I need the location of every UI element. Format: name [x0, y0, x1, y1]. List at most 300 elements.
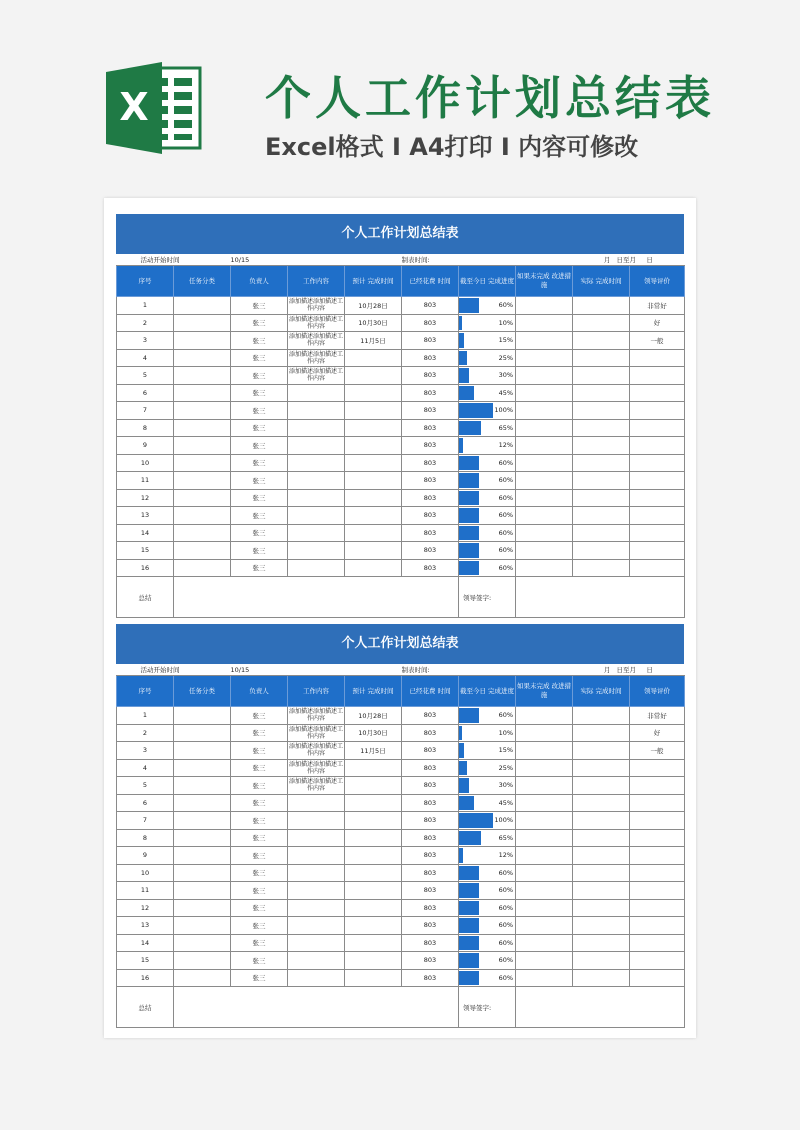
actual-date-cell[interactable]: [573, 419, 630, 437]
row-number[interactable]: 7: [117, 402, 174, 420]
content-cell[interactable]: [288, 384, 345, 402]
due-date-cell[interactable]: [345, 899, 402, 917]
evaluation-cell[interactable]: [630, 969, 685, 987]
progress-cell[interactable]: [459, 489, 516, 507]
owner-cell[interactable]: 张三: [231, 472, 288, 490]
task-category-cell[interactable]: [174, 332, 231, 350]
row-number[interactable]: 2: [117, 724, 174, 742]
task-category-cell[interactable]: [174, 969, 231, 987]
actual-date-cell[interactable]: [573, 367, 630, 385]
actual-date-cell[interactable]: [573, 472, 630, 490]
evaluation-cell[interactable]: [630, 882, 685, 900]
owner-cell[interactable]: 张三: [231, 969, 288, 987]
improvement-cell[interactable]: [516, 759, 573, 777]
row-number[interactable]: 2: [117, 314, 174, 332]
row-number[interactable]: 8: [117, 419, 174, 437]
actual-date-cell[interactable]: [573, 314, 630, 332]
evaluation-cell[interactable]: [630, 794, 685, 812]
task-category-cell[interactable]: [174, 297, 231, 315]
improvement-cell[interactable]: [516, 882, 573, 900]
task-category-cell[interactable]: [174, 847, 231, 865]
evaluation-cell[interactable]: [630, 507, 685, 525]
content-cell[interactable]: [288, 507, 345, 525]
due-date-cell[interactable]: 11月5日: [345, 742, 402, 760]
task-category-cell[interactable]: [174, 934, 231, 952]
content-cell[interactable]: [288, 969, 345, 987]
progress-cell[interactable]: [459, 969, 516, 987]
row-number[interactable]: 13: [117, 507, 174, 525]
row-number[interactable]: 11: [117, 472, 174, 490]
task-category-cell[interactable]: [174, 367, 231, 385]
spent-cell[interactable]: 803: [402, 707, 459, 725]
due-date-cell[interactable]: [345, 934, 402, 952]
due-date-cell[interactable]: [345, 969, 402, 987]
task-category-cell[interactable]: [174, 707, 231, 725]
actual-date-cell[interactable]: [573, 724, 630, 742]
due-date-cell[interactable]: [345, 524, 402, 542]
improvement-cell[interactable]: [516, 489, 573, 507]
task-category-cell[interactable]: [174, 384, 231, 402]
improvement-cell[interactable]: [516, 332, 573, 350]
progress-cell[interactable]: [459, 724, 516, 742]
task-category-cell[interactable]: [174, 864, 231, 882]
due-date-cell[interactable]: [345, 402, 402, 420]
improvement-cell[interactable]: [516, 542, 573, 560]
content-cell[interactable]: 添加描述添加描述工作内容: [288, 743, 343, 758]
due-date-cell[interactable]: [345, 419, 402, 437]
spent-cell[interactable]: 803: [402, 724, 459, 742]
progress-cell[interactable]: [459, 829, 516, 847]
row-number[interactable]: 3: [117, 742, 174, 760]
owner-cell[interactable]: 张三: [231, 707, 288, 725]
evaluation-cell[interactable]: [630, 847, 685, 865]
actual-date-cell[interactable]: [573, 384, 630, 402]
improvement-cell[interactable]: [516, 742, 573, 760]
improvement-cell[interactable]: [516, 472, 573, 490]
content-cell[interactable]: 添加描述添加描述工作内容: [288, 298, 343, 313]
row-number[interactable]: 6: [117, 794, 174, 812]
evaluation-cell[interactable]: 非常好: [630, 707, 685, 725]
due-date-cell[interactable]: [345, 454, 402, 472]
actual-date-cell[interactable]: [573, 454, 630, 472]
owner-cell[interactable]: 张三: [231, 419, 288, 437]
spent-cell[interactable]: 803: [402, 419, 459, 437]
actual-date-cell[interactable]: [573, 742, 630, 760]
spent-cell[interactable]: 803: [402, 847, 459, 865]
due-date-cell[interactable]: [345, 952, 402, 970]
spent-cell[interactable]: 803: [402, 969, 459, 987]
owner-cell[interactable]: 张三: [231, 882, 288, 900]
task-category-cell[interactable]: [174, 829, 231, 847]
improvement-cell[interactable]: [516, 829, 573, 847]
due-date-cell[interactable]: [345, 489, 402, 507]
due-date-cell[interactable]: [345, 829, 402, 847]
content-cell[interactable]: [288, 829, 345, 847]
content-cell[interactable]: 添加描述添加描述工作内容: [288, 778, 343, 793]
progress-cell[interactable]: [459, 297, 516, 315]
improvement-cell[interactable]: [516, 297, 573, 315]
evaluation-cell[interactable]: [630, 812, 685, 830]
owner-cell[interactable]: 张三: [231, 384, 288, 402]
task-category-cell[interactable]: [174, 777, 231, 795]
progress-cell[interactable]: [459, 707, 516, 725]
owner-cell[interactable]: 张三: [231, 899, 288, 917]
spent-cell[interactable]: 803: [402, 899, 459, 917]
task-category-cell[interactable]: [174, 524, 231, 542]
row-number[interactable]: 1: [117, 297, 174, 315]
actual-date-cell[interactable]: [573, 777, 630, 795]
owner-cell[interactable]: 张三: [231, 297, 288, 315]
owner-cell[interactable]: 张三: [231, 402, 288, 420]
improvement-cell[interactable]: [516, 559, 573, 577]
task-category-cell[interactable]: [174, 724, 231, 742]
due-date-cell[interactable]: [345, 437, 402, 455]
spent-cell[interactable]: 803: [402, 934, 459, 952]
owner-cell[interactable]: 张三: [231, 742, 288, 760]
progress-cell[interactable]: [459, 917, 516, 935]
spent-cell[interactable]: 803: [402, 759, 459, 777]
task-category-cell[interactable]: [174, 952, 231, 970]
progress-cell[interactable]: [459, 332, 516, 350]
improvement-cell[interactable]: [516, 524, 573, 542]
progress-cell[interactable]: [459, 899, 516, 917]
owner-cell[interactable]: 张三: [231, 812, 288, 830]
improvement-cell[interactable]: [516, 847, 573, 865]
owner-cell[interactable]: 张三: [231, 777, 288, 795]
row-number[interactable]: 6: [117, 384, 174, 402]
evaluation-cell[interactable]: 一般: [630, 742, 685, 760]
owner-cell[interactable]: 张三: [231, 314, 288, 332]
spent-cell[interactable]: 803: [402, 332, 459, 350]
spent-cell[interactable]: 803: [402, 384, 459, 402]
spent-cell[interactable]: 803: [402, 349, 459, 367]
row-number[interactable]: 16: [117, 559, 174, 577]
owner-cell[interactable]: 张三: [231, 507, 288, 525]
evaluation-cell[interactable]: [630, 367, 685, 385]
content-cell[interactable]: [288, 402, 345, 420]
row-number[interactable]: 5: [117, 367, 174, 385]
spent-cell[interactable]: 803: [402, 794, 459, 812]
evaluation-cell[interactable]: [630, 559, 685, 577]
due-date-cell[interactable]: 10月28日: [345, 707, 402, 725]
summary-cell[interactable]: [174, 987, 459, 1028]
owner-cell[interactable]: 张三: [231, 489, 288, 507]
progress-cell[interactable]: [459, 934, 516, 952]
progress-cell[interactable]: [459, 847, 516, 865]
content-cell[interactable]: [288, 952, 345, 970]
content-cell[interactable]: [288, 794, 345, 812]
owner-cell[interactable]: 张三: [231, 332, 288, 350]
progress-cell[interactable]: [459, 349, 516, 367]
content-cell[interactable]: 添加描述添加描述工作内容: [288, 368, 343, 383]
spent-cell[interactable]: 803: [402, 402, 459, 420]
due-date-cell[interactable]: [345, 507, 402, 525]
improvement-cell[interactable]: [516, 952, 573, 970]
content-cell[interactable]: [288, 847, 345, 865]
spent-cell[interactable]: 803: [402, 367, 459, 385]
row-number[interactable]: 4: [117, 759, 174, 777]
due-date-cell[interactable]: [345, 542, 402, 560]
content-cell[interactable]: [288, 559, 345, 577]
improvement-cell[interactable]: [516, 437, 573, 455]
actual-date-cell[interactable]: [573, 812, 630, 830]
owner-cell[interactable]: 张三: [231, 794, 288, 812]
owner-cell[interactable]: 张三: [231, 917, 288, 935]
spent-cell[interactable]: 803: [402, 507, 459, 525]
progress-cell[interactable]: [459, 742, 516, 760]
improvement-cell[interactable]: [516, 969, 573, 987]
task-category-cell[interactable]: [174, 794, 231, 812]
improvement-cell[interactable]: [516, 777, 573, 795]
actual-date-cell[interactable]: [573, 437, 630, 455]
task-category-cell[interactable]: [174, 437, 231, 455]
actual-date-cell[interactable]: [573, 349, 630, 367]
row-number[interactable]: 15: [117, 952, 174, 970]
content-cell[interactable]: 添加描述添加描述工作内容: [288, 725, 343, 740]
start-value[interactable]: 10/15: [231, 664, 288, 676]
evaluation-cell[interactable]: [630, 349, 685, 367]
actual-date-cell[interactable]: [573, 507, 630, 525]
improvement-cell[interactable]: [516, 934, 573, 952]
evaluation-cell[interactable]: 非常好: [630, 297, 685, 315]
due-date-cell[interactable]: [345, 864, 402, 882]
task-category-cell[interactable]: [174, 454, 231, 472]
due-date-cell[interactable]: [345, 794, 402, 812]
spent-cell[interactable]: 803: [402, 812, 459, 830]
content-cell[interactable]: [288, 419, 345, 437]
progress-cell[interactable]: [459, 952, 516, 970]
content-cell[interactable]: [288, 864, 345, 882]
row-number[interactable]: 9: [117, 847, 174, 865]
content-cell[interactable]: 添加描述添加描述工作内容: [288, 760, 343, 775]
spent-cell[interactable]: 803: [402, 742, 459, 760]
actual-date-cell[interactable]: [573, 969, 630, 987]
content-cell[interactable]: [288, 917, 345, 935]
row-number[interactable]: 4: [117, 349, 174, 367]
owner-cell[interactable]: 张三: [231, 829, 288, 847]
progress-cell[interactable]: [459, 759, 516, 777]
content-cell[interactable]: [288, 812, 345, 830]
task-category-cell[interactable]: [174, 559, 231, 577]
spent-cell[interactable]: 803: [402, 917, 459, 935]
spent-cell[interactable]: 803: [402, 489, 459, 507]
progress-cell[interactable]: [459, 419, 516, 437]
improvement-cell[interactable]: [516, 367, 573, 385]
content-cell[interactable]: [288, 437, 345, 455]
due-date-cell[interactable]: [345, 847, 402, 865]
content-cell[interactable]: 添加描述添加描述工作内容: [288, 333, 343, 348]
due-date-cell[interactable]: 10月30日: [345, 314, 402, 332]
progress-cell[interactable]: [459, 454, 516, 472]
owner-cell[interactable]: 张三: [231, 367, 288, 385]
evaluation-cell[interactable]: [630, 419, 685, 437]
improvement-cell[interactable]: [516, 402, 573, 420]
progress-cell[interactable]: [459, 437, 516, 455]
task-category-cell[interactable]: [174, 349, 231, 367]
row-number[interactable]: 10: [117, 454, 174, 472]
improvement-cell[interactable]: [516, 419, 573, 437]
actual-date-cell[interactable]: [573, 952, 630, 970]
evaluation-cell[interactable]: [630, 864, 685, 882]
actual-date-cell[interactable]: [573, 917, 630, 935]
task-category-cell[interactable]: [174, 882, 231, 900]
sign-cell[interactable]: [516, 987, 685, 1028]
progress-cell[interactable]: [459, 864, 516, 882]
content-cell[interactable]: 添加描述添加描述工作内容: [288, 350, 343, 365]
due-date-cell[interactable]: [345, 759, 402, 777]
row-number[interactable]: 14: [117, 934, 174, 952]
owner-cell[interactable]: 张三: [231, 864, 288, 882]
owner-cell[interactable]: 张三: [231, 952, 288, 970]
improvement-cell[interactable]: [516, 724, 573, 742]
actual-date-cell[interactable]: [573, 559, 630, 577]
task-category-cell[interactable]: [174, 759, 231, 777]
due-date-cell[interactable]: 10月28日: [345, 297, 402, 315]
row-number[interactable]: 3: [117, 332, 174, 350]
progress-cell[interactable]: [459, 559, 516, 577]
actual-date-cell[interactable]: [573, 759, 630, 777]
evaluation-cell[interactable]: [630, 524, 685, 542]
owner-cell[interactable]: 张三: [231, 454, 288, 472]
summary-cell[interactable]: [174, 577, 459, 618]
evaluation-cell[interactable]: [630, 437, 685, 455]
evaluation-cell[interactable]: [630, 829, 685, 847]
actual-date-cell[interactable]: [573, 899, 630, 917]
actual-date-cell[interactable]: [573, 489, 630, 507]
improvement-cell[interactable]: [516, 507, 573, 525]
actual-date-cell[interactable]: [573, 882, 630, 900]
progress-cell[interactable]: [459, 524, 516, 542]
improvement-cell[interactable]: [516, 454, 573, 472]
evaluation-cell[interactable]: 好: [630, 724, 685, 742]
evaluation-cell[interactable]: [630, 917, 685, 935]
spent-cell[interactable]: 803: [402, 297, 459, 315]
actual-date-cell[interactable]: [573, 297, 630, 315]
improvement-cell[interactable]: [516, 384, 573, 402]
actual-date-cell[interactable]: [573, 794, 630, 812]
evaluation-cell[interactable]: [630, 759, 685, 777]
actual-date-cell[interactable]: [573, 524, 630, 542]
due-date-cell[interactable]: [345, 367, 402, 385]
task-category-cell[interactable]: [174, 314, 231, 332]
due-date-cell[interactable]: 10月30日: [345, 724, 402, 742]
actual-date-cell[interactable]: [573, 707, 630, 725]
progress-cell[interactable]: [459, 882, 516, 900]
row-number[interactable]: 9: [117, 437, 174, 455]
evaluation-cell[interactable]: [630, 489, 685, 507]
row-number[interactable]: 5: [117, 777, 174, 795]
task-category-cell[interactable]: [174, 419, 231, 437]
row-number[interactable]: 12: [117, 899, 174, 917]
evaluation-cell[interactable]: [630, 934, 685, 952]
progress-cell[interactable]: [459, 367, 516, 385]
task-category-cell[interactable]: [174, 542, 231, 560]
evaluation-cell[interactable]: [630, 777, 685, 795]
progress-cell[interactable]: [459, 777, 516, 795]
content-cell[interactable]: [288, 524, 345, 542]
evaluation-cell[interactable]: [630, 899, 685, 917]
spent-cell[interactable]: 803: [402, 472, 459, 490]
row-number[interactable]: 16: [117, 969, 174, 987]
owner-cell[interactable]: 张三: [231, 559, 288, 577]
spent-cell[interactable]: 803: [402, 524, 459, 542]
content-cell[interactable]: [288, 899, 345, 917]
due-date-cell[interactable]: [345, 349, 402, 367]
progress-cell[interactable]: [459, 542, 516, 560]
spent-cell[interactable]: 803: [402, 777, 459, 795]
progress-cell[interactable]: [459, 794, 516, 812]
actual-date-cell[interactable]: [573, 847, 630, 865]
due-date-cell[interactable]: [345, 384, 402, 402]
row-number[interactable]: 1: [117, 707, 174, 725]
actual-date-cell[interactable]: [573, 829, 630, 847]
owner-cell[interactable]: 张三: [231, 437, 288, 455]
progress-cell[interactable]: [459, 472, 516, 490]
task-category-cell[interactable]: [174, 899, 231, 917]
spent-cell[interactable]: 803: [402, 437, 459, 455]
progress-cell[interactable]: [459, 402, 516, 420]
spent-cell[interactable]: 803: [402, 829, 459, 847]
improvement-cell[interactable]: [516, 917, 573, 935]
improvement-cell[interactable]: [516, 812, 573, 830]
improvement-cell[interactable]: [516, 707, 573, 725]
task-category-cell[interactable]: [174, 507, 231, 525]
due-date-cell[interactable]: [345, 882, 402, 900]
evaluation-cell[interactable]: [630, 472, 685, 490]
owner-cell[interactable]: 张三: [231, 847, 288, 865]
task-category-cell[interactable]: [174, 917, 231, 935]
actual-date-cell[interactable]: [573, 332, 630, 350]
owner-cell[interactable]: 张三: [231, 542, 288, 560]
improvement-cell[interactable]: [516, 899, 573, 917]
spent-cell[interactable]: 803: [402, 314, 459, 332]
task-category-cell[interactable]: [174, 402, 231, 420]
evaluation-cell[interactable]: 好: [630, 314, 685, 332]
owner-cell[interactable]: 张三: [231, 524, 288, 542]
task-category-cell[interactable]: [174, 472, 231, 490]
task-category-cell[interactable]: [174, 489, 231, 507]
row-number[interactable]: 13: [117, 917, 174, 935]
content-cell[interactable]: 添加描述添加描述工作内容: [288, 315, 343, 330]
due-date-cell[interactable]: [345, 472, 402, 490]
actual-date-cell[interactable]: [573, 402, 630, 420]
evaluation-cell[interactable]: [630, 384, 685, 402]
evaluation-cell[interactable]: [630, 454, 685, 472]
content-cell[interactable]: [288, 934, 345, 952]
owner-cell[interactable]: 张三: [231, 759, 288, 777]
sign-cell[interactable]: [516, 577, 685, 618]
owner-cell[interactable]: 张三: [231, 724, 288, 742]
content-cell[interactable]: 添加描述添加描述工作内容: [288, 708, 343, 723]
actual-date-cell[interactable]: [573, 934, 630, 952]
content-cell[interactable]: [288, 489, 345, 507]
row-number[interactable]: 11: [117, 882, 174, 900]
row-number[interactable]: 14: [117, 524, 174, 542]
owner-cell[interactable]: 张三: [231, 934, 288, 952]
row-number[interactable]: 8: [117, 829, 174, 847]
spent-cell[interactable]: 803: [402, 864, 459, 882]
progress-cell[interactable]: [459, 812, 516, 830]
row-number[interactable]: 10: [117, 864, 174, 882]
progress-cell[interactable]: [459, 384, 516, 402]
due-date-cell[interactable]: [345, 559, 402, 577]
spent-cell[interactable]: 803: [402, 882, 459, 900]
actual-date-cell[interactable]: [573, 864, 630, 882]
due-date-cell[interactable]: [345, 812, 402, 830]
evaluation-cell[interactable]: [630, 952, 685, 970]
content-cell[interactable]: [288, 472, 345, 490]
task-category-cell[interactable]: [174, 742, 231, 760]
